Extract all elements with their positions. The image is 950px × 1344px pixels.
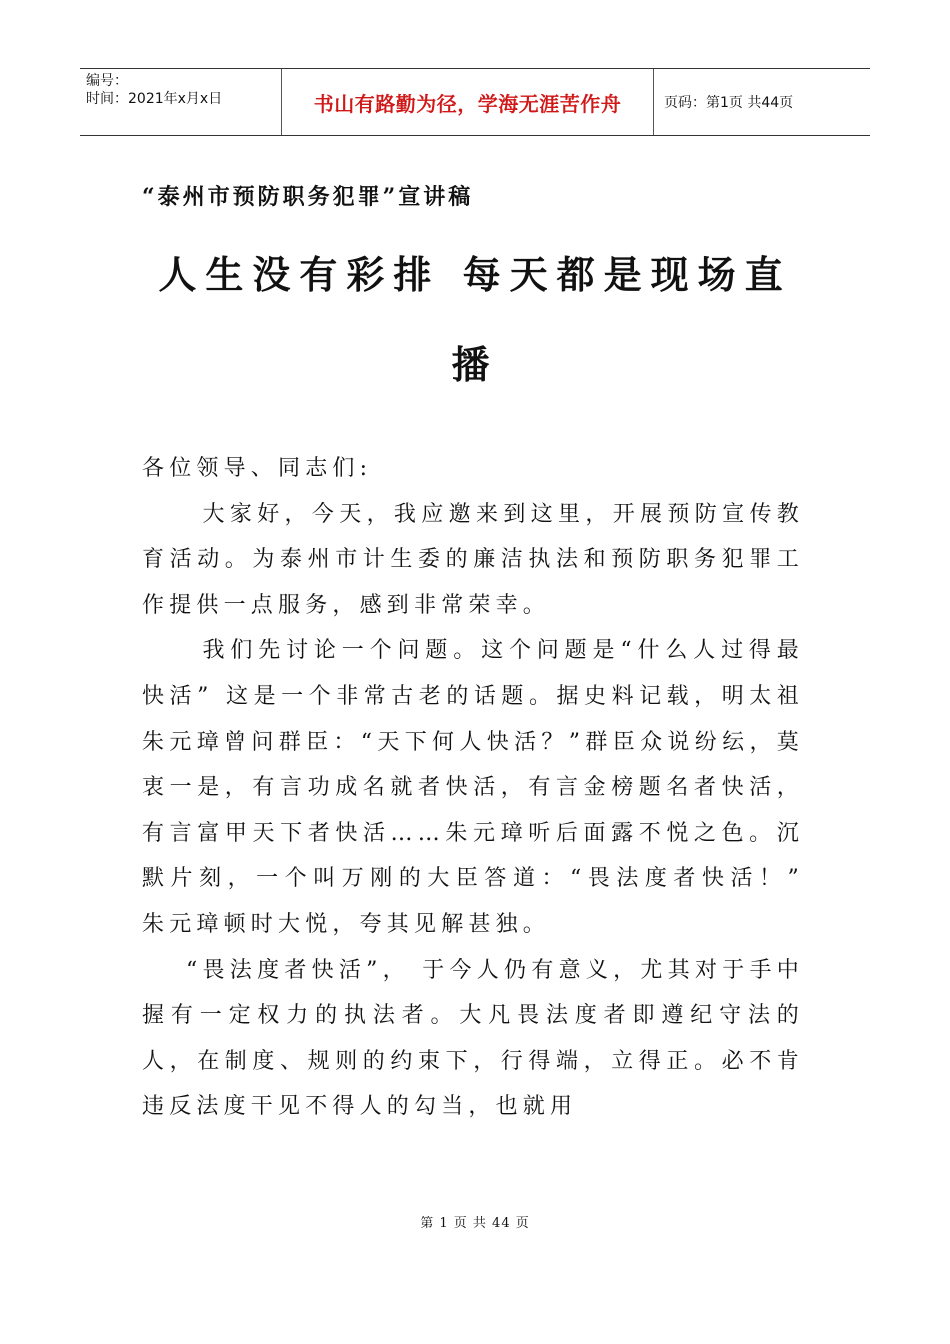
- time-label: 时间：2021年x月x日: [86, 91, 223, 107]
- greeting: 各位领导、同志们:: [142, 456, 373, 481]
- paragraph-1: 大家好，今天，我应邀来到这里，开展预防宣传教育活动。为泰州市计生委的廉洁执法和预防职务犯罪工作提供一点服务，感到非常荣幸。: [142, 501, 804, 618]
- header-motto: 书山有路勤为径，学海无涯苦作舟: [282, 69, 654, 135]
- number-label: 编号：: [86, 73, 128, 89]
- header-left-cell: [80, 69, 282, 135]
- document-subtitle: “泰州市预防职务犯罪”宣讲稿: [142, 184, 474, 210]
- paragraph-3: “畏法度者快活”， 于今人仍有意义，尤其对于手中握有一定权力的执法者。大凡畏法度者即遵纪守法的人，在制度、规则的约束下，行得端，立得正。必不肯违反法度干见不得人的勾当，也就用: [142, 957, 804, 1120]
- page-footer: 第 1 页 共 44 页: [420, 1216, 530, 1231]
- paragraph-2: 我们先讨论一个问题。这个问题是“什么人过得最快活” 这是一个非常古老的话题。据史料记载，明太祖朱元璋曾问群臣：“天下何人快活？”群臣众说纷纭，莫衷一是，有言功成名就者快活，有言金榜题名者快活，有言富甲天下者快活……朱元璋听后面露不悦之色。沉默片刻，一个叫万刚的大臣答道：“畏法度者快活！” 朱元璋顿时大悦，夸其见解甚独。: [142, 638, 804, 937]
- header-table: [80, 68, 870, 136]
- header-page-info: 页码：第1页 共44页: [664, 95, 794, 111]
- document-body: [142, 446, 804, 1130]
- document-title: 人生没有彩排 每天都是现场直播: [158, 252, 792, 387]
